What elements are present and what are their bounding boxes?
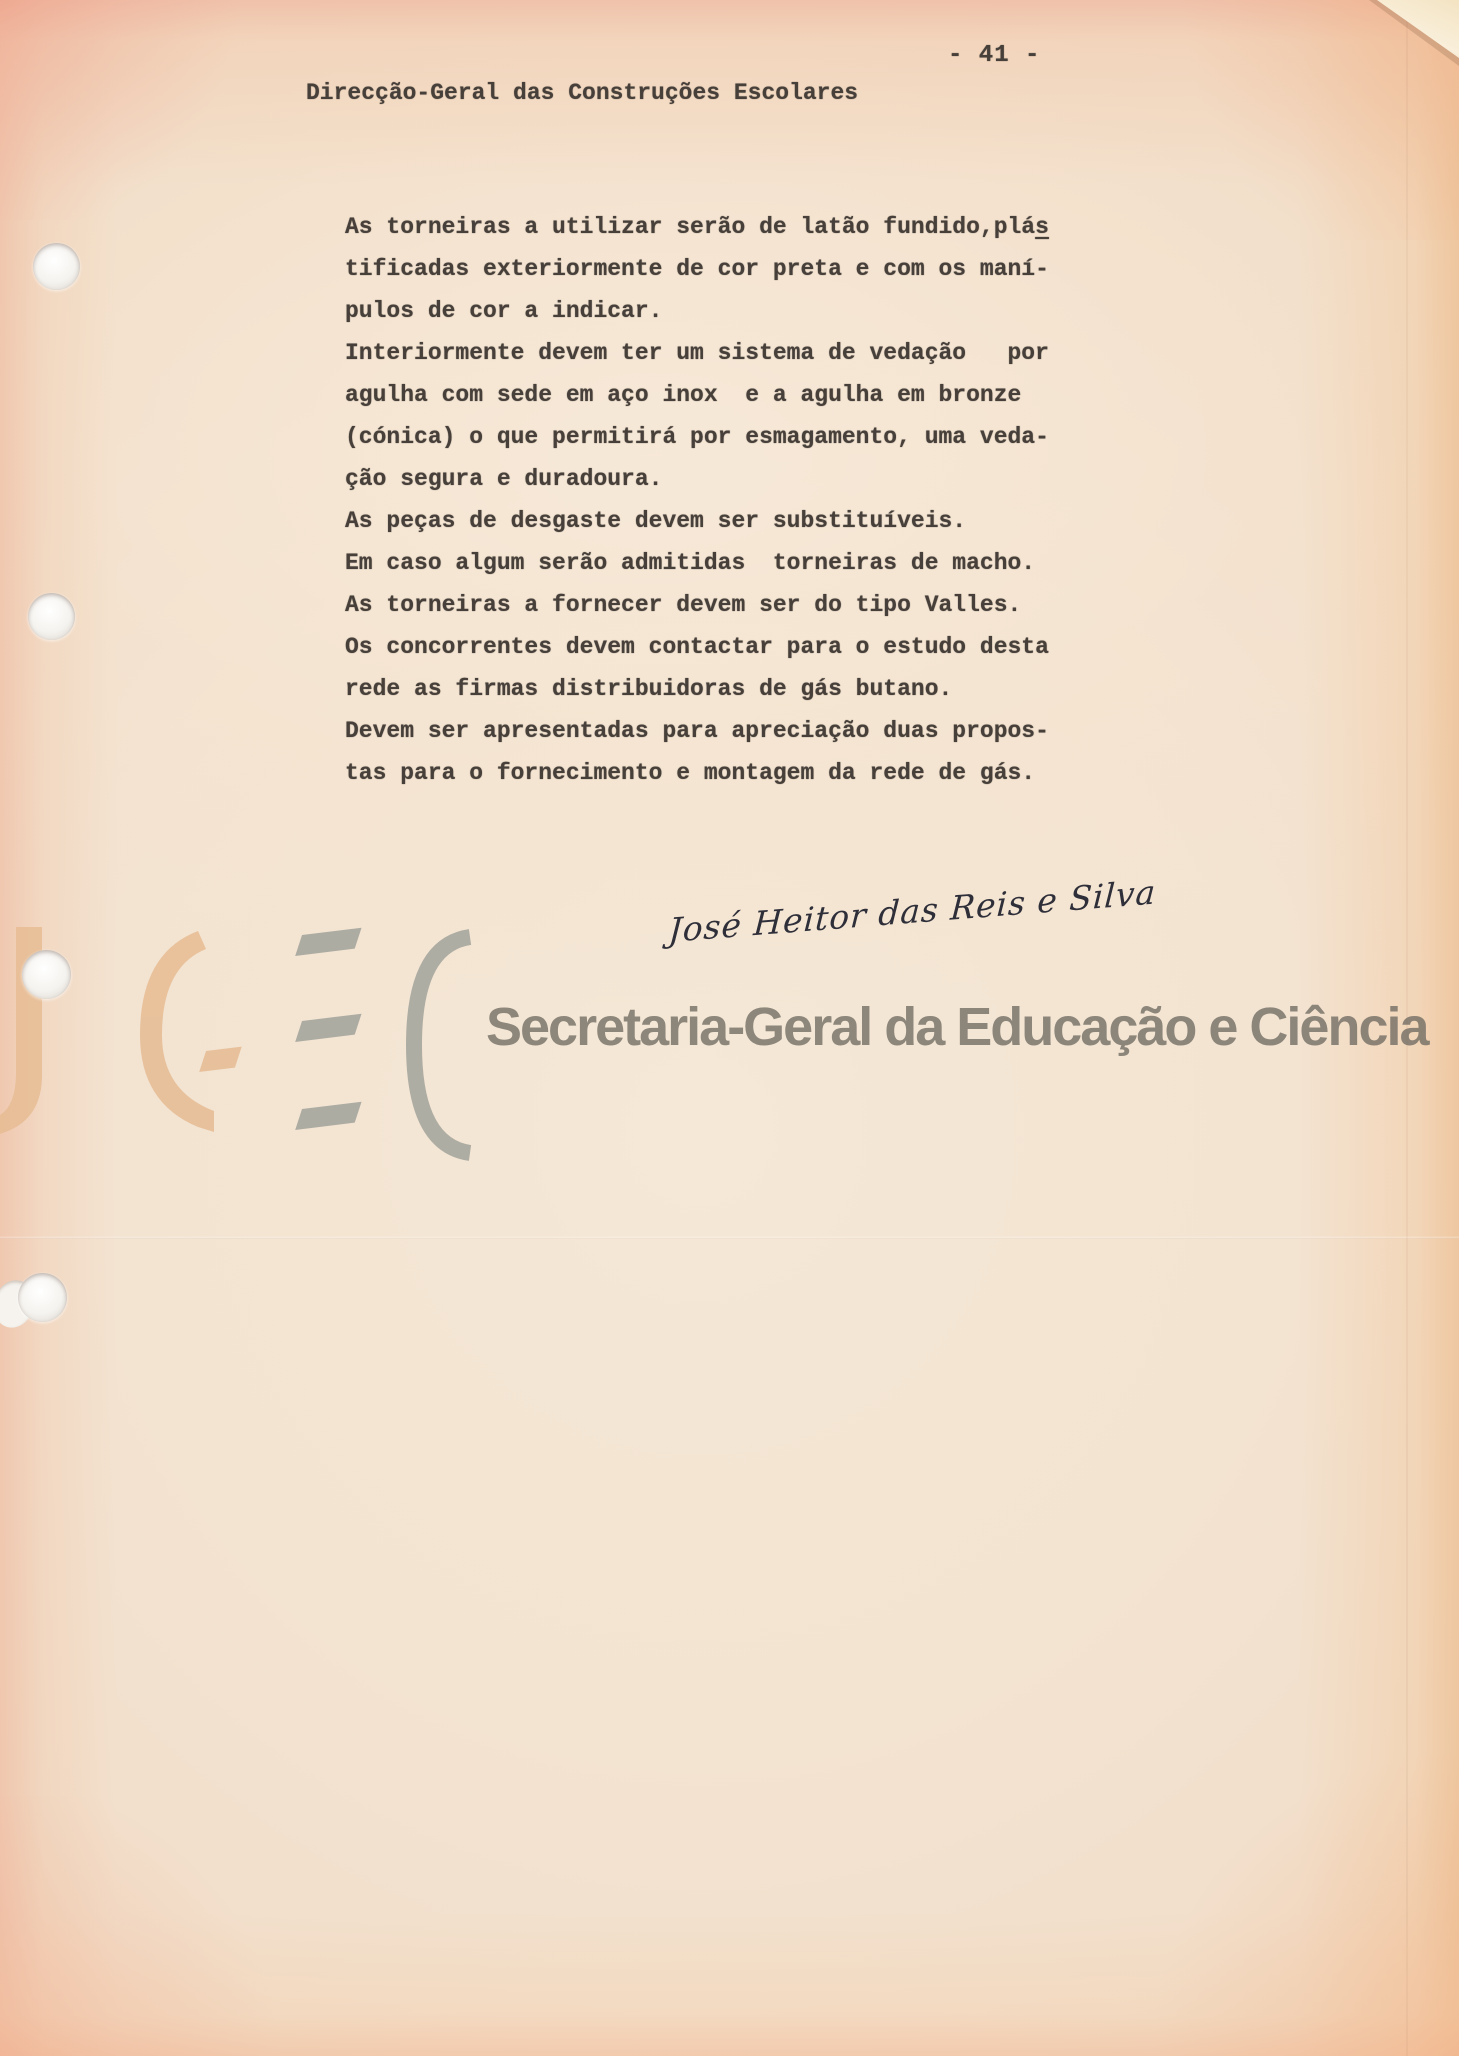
typed-line: As torneiras a utilizar serão de latão fundido,plás <box>345 214 1049 240</box>
typed-line: ção segura e duradoura. <box>345 466 663 492</box>
paper-edge-tint <box>1159 0 1459 240</box>
paper-edge-tint <box>1139 1756 1459 2056</box>
hole-punch <box>18 1273 67 1322</box>
typed-line: agulha com sede em aço inox e a agulha em bronze <box>345 382 1022 408</box>
signature: José Heitor das Reis e Silva <box>667 872 1158 950</box>
typed-line: Em caso algum serão admitidas torneiras de macho. <box>345 550 1036 576</box>
typed-line: Interiormente devem ter um sistema de vedação por <box>345 340 1049 366</box>
document-header: Direcção-Geral das Construções Escolares <box>306 80 859 106</box>
typed-line: As torneiras a fornecer devem ser do tipo Valles. <box>345 592 1022 618</box>
logo-letter-g <box>140 931 242 1132</box>
watermark-text: Secretaria-Geral da Educação e Ciência <box>486 997 1428 1057</box>
hole-punch <box>28 593 75 640</box>
typed-line: tificadas exteriormente de cor preta e com os maní- <box>345 256 1049 282</box>
typed-line: tas para o fornecimento e montagem da rede de gás. <box>345 760 1036 786</box>
logo-letter-c <box>414 937 470 1153</box>
typed-line: Os concorrentes devem contactar para o estudo desta <box>345 634 1049 660</box>
logo-letter-e <box>295 928 361 1130</box>
paper-edge-tint <box>0 0 260 220</box>
hole-punch <box>22 950 71 999</box>
typed-line: As peças de desgaste devem ser substituíveis. <box>345 508 967 534</box>
typed-line: pulos de cor a indicar. <box>345 298 663 324</box>
paper-crease <box>0 1236 1459 1239</box>
page-number: - 41 - <box>948 42 1041 69</box>
paper-edge-tint <box>0 1796 300 2056</box>
typed-line: (cónica) o que permitirá por esmagamento, uma veda- <box>345 424 1049 450</box>
hole-punch <box>33 243 80 290</box>
sgec-logo-watermark <box>0 925 480 1165</box>
typed-line: rede as firmas distribuidoras de gás butano. <box>345 676 953 702</box>
typed-line: Devem ser apresentadas para apreciação duas propos- <box>345 718 1049 744</box>
typed-body <box>345 206 1049 794</box>
